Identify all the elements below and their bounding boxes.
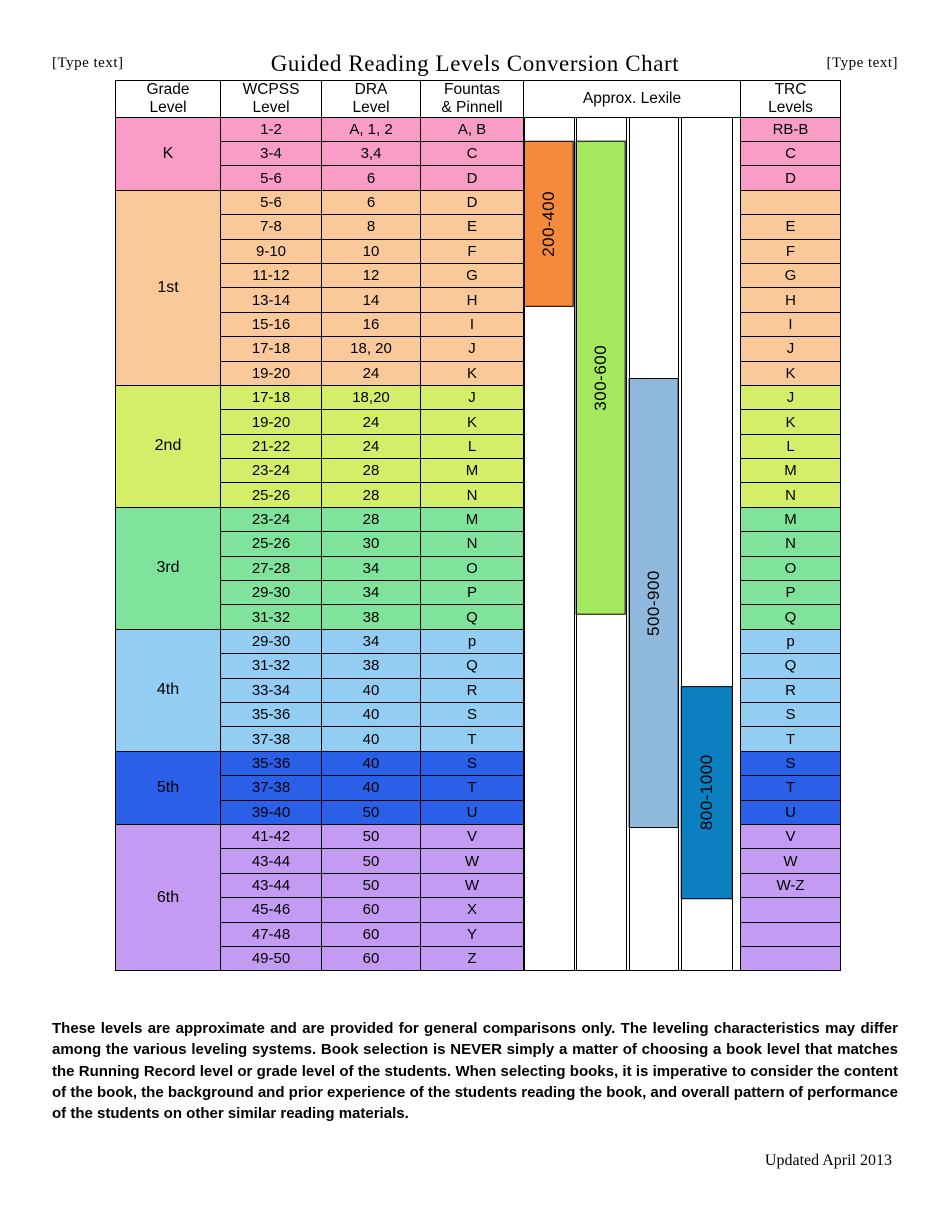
dra-cell: 34 xyxy=(322,556,421,580)
dra-cell: 40 xyxy=(322,703,421,727)
column-header-dra-line2: Level xyxy=(352,98,390,116)
wcpss-cell: 5-6 xyxy=(221,166,322,190)
wcpss-cell: 43-44 xyxy=(221,873,322,897)
fountas-pinnell-cell: A, B xyxy=(421,117,524,141)
lexile-chart-cell xyxy=(524,117,741,971)
wcpss-cell: 33-34 xyxy=(221,678,322,702)
trc-cell: Q xyxy=(741,605,841,629)
fountas-pinnell-cell: O xyxy=(421,556,524,580)
dra-cell: 40 xyxy=(322,727,421,751)
fountas-pinnell-cell: L xyxy=(421,434,524,458)
lexile-gridline xyxy=(574,118,575,971)
grade-cell: 5th xyxy=(116,751,221,824)
trc-cell: V xyxy=(741,824,841,848)
wcpss-cell: 31-32 xyxy=(221,605,322,629)
fountas-pinnell-cell: D xyxy=(421,190,524,214)
wcpss-cell: 25-26 xyxy=(221,483,322,507)
dra-cell: 30 xyxy=(322,532,421,556)
wcpss-cell: 11-12 xyxy=(221,263,322,287)
column-header-dra-line1: DRA xyxy=(354,81,388,98)
wcpss-cell: 19-20 xyxy=(221,410,322,434)
trc-cell: L xyxy=(741,434,841,458)
dra-cell: 24 xyxy=(322,410,421,434)
trc-cell xyxy=(741,190,841,214)
trc-cell: K xyxy=(741,410,841,434)
fountas-pinnell-cell: F xyxy=(421,239,524,263)
dra-cell: 3,4 xyxy=(322,142,421,166)
dra-cell: 12 xyxy=(322,263,421,287)
trc-cell: E xyxy=(741,215,841,239)
lexile-chart xyxy=(524,118,740,971)
column-header-wcpss-line1: WCPSS xyxy=(242,81,300,98)
wcpss-cell: 15-16 xyxy=(221,312,322,336)
wcpss-cell: 13-14 xyxy=(221,288,322,312)
lexile-gridline xyxy=(576,118,577,971)
trc-cell: T xyxy=(741,776,841,800)
dra-cell: 24 xyxy=(322,434,421,458)
column-header-grade xyxy=(116,81,221,118)
column-header-trc xyxy=(741,81,841,118)
trc-cell: J xyxy=(741,385,841,409)
trc-cell: J xyxy=(741,337,841,361)
trc-cell xyxy=(741,922,841,946)
table-header xyxy=(116,81,841,118)
lexile-gridline xyxy=(681,118,682,971)
wcpss-cell: 17-18 xyxy=(221,385,322,409)
fountas-pinnell-cell: U xyxy=(421,800,524,824)
wcpss-cell: 29-30 xyxy=(221,629,322,653)
column-header-wcpss-line2: Level xyxy=(252,98,290,116)
grade-cell: 2nd xyxy=(116,385,221,507)
wcpss-cell: 47-48 xyxy=(221,922,322,946)
fountas-pinnell-cell: H xyxy=(421,288,524,312)
lexile-gridline xyxy=(524,118,525,971)
dra-cell: 50 xyxy=(322,873,421,897)
header-left-placeholder: [Type text] xyxy=(52,55,124,71)
fountas-pinnell-cell: I xyxy=(421,312,524,336)
trc-cell xyxy=(741,946,841,970)
fountas-pinnell-cell: Z xyxy=(421,946,524,970)
wcpss-cell: 41-42 xyxy=(221,824,322,848)
grade-cell: K xyxy=(116,117,221,190)
fountas-pinnell-cell: Q xyxy=(421,605,524,629)
updated-date: Updated April 2013 xyxy=(764,1152,892,1169)
fountas-pinnell-cell: p xyxy=(421,629,524,653)
trc-cell: U xyxy=(741,800,841,824)
trc-cell: K xyxy=(741,361,841,385)
column-header-fountas-pinnell xyxy=(421,81,524,118)
fountas-pinnell-cell: V xyxy=(421,824,524,848)
trc-cell: W xyxy=(741,849,841,873)
wcpss-cell: 29-30 xyxy=(221,581,322,605)
trc-cell: I xyxy=(741,312,841,336)
wcpss-cell: 39-40 xyxy=(221,800,322,824)
trc-cell: M xyxy=(741,507,841,531)
dra-cell: 60 xyxy=(322,922,421,946)
fountas-pinnell-cell: K xyxy=(421,410,524,434)
wcpss-cell: 35-36 xyxy=(221,703,322,727)
lexile-band: 200-400 xyxy=(524,141,574,307)
fountas-pinnell-cell: T xyxy=(421,776,524,800)
grade-cell: 3rd xyxy=(116,507,221,629)
wcpss-cell: 23-24 xyxy=(221,507,322,531)
wcpss-cell: 45-46 xyxy=(221,898,322,922)
fountas-pinnell-cell: M xyxy=(421,459,524,483)
dra-cell: 18,20 xyxy=(322,385,421,409)
dra-cell: 24 xyxy=(322,361,421,385)
fountas-pinnell-cell: M xyxy=(421,507,524,531)
grade-cell: 1st xyxy=(116,190,221,385)
column-header-dra xyxy=(322,81,421,118)
trc-cell: G xyxy=(741,263,841,287)
dra-cell: 50 xyxy=(322,800,421,824)
dra-cell: 38 xyxy=(322,654,421,678)
levels-table xyxy=(115,80,841,971)
trc-cell: RB-B xyxy=(741,117,841,141)
trc-cell xyxy=(741,898,841,922)
document-header xyxy=(0,51,950,83)
fountas-pinnell-cell: N xyxy=(421,483,524,507)
lexile-gridline xyxy=(626,118,627,971)
fountas-pinnell-cell: R xyxy=(421,678,524,702)
column-header-wcpss xyxy=(221,81,322,118)
wcpss-cell: 31-32 xyxy=(221,654,322,678)
trc-cell: D xyxy=(741,166,841,190)
trc-cell: M xyxy=(741,459,841,483)
dra-cell: 60 xyxy=(322,946,421,970)
fountas-pinnell-cell: G xyxy=(421,263,524,287)
table-body xyxy=(116,117,841,971)
lexile-gridline xyxy=(629,118,630,971)
fountas-pinnell-cell: T xyxy=(421,727,524,751)
trc-cell: R xyxy=(741,678,841,702)
table-row xyxy=(116,117,841,141)
trc-cell: C xyxy=(741,142,841,166)
column-header-trc-line2: Levels xyxy=(768,98,813,116)
trc-cell: N xyxy=(741,532,841,556)
dra-cell: A, 1, 2 xyxy=(322,117,421,141)
column-header-trc-line1: TRC xyxy=(774,81,807,98)
trc-cell: p xyxy=(741,629,841,653)
fountas-pinnell-cell: N xyxy=(421,532,524,556)
wcpss-cell: 43-44 xyxy=(221,849,322,873)
lexile-band: 800-1000 xyxy=(681,686,733,899)
conversion-chart xyxy=(115,80,836,971)
wcpss-cell: 49-50 xyxy=(221,946,322,970)
wcpss-cell: 1-2 xyxy=(221,117,322,141)
fountas-pinnell-cell: C xyxy=(421,142,524,166)
dra-cell: 40 xyxy=(322,776,421,800)
wcpss-cell: 21-22 xyxy=(221,434,322,458)
column-header-fp-line1: Fountas xyxy=(443,81,500,98)
fountas-pinnell-cell: S xyxy=(421,751,524,775)
dra-cell: 16 xyxy=(322,312,421,336)
dra-cell: 50 xyxy=(322,824,421,848)
dra-cell: 28 xyxy=(322,507,421,531)
wcpss-cell: 25-26 xyxy=(221,532,322,556)
trc-cell: F xyxy=(741,239,841,263)
dra-cell: 6 xyxy=(322,166,421,190)
column-header-lexile xyxy=(524,81,741,118)
dra-cell: 38 xyxy=(322,605,421,629)
trc-cell: W-Z xyxy=(741,873,841,897)
wcpss-cell: 23-24 xyxy=(221,459,322,483)
dra-cell: 40 xyxy=(322,751,421,775)
dra-cell: 34 xyxy=(322,629,421,653)
column-header-fp-line2: & Pinnell xyxy=(441,98,503,116)
trc-cell: T xyxy=(741,727,841,751)
wcpss-cell: 19-20 xyxy=(221,361,322,385)
column-header-grade-line1: Grade xyxy=(146,81,190,98)
lexile-gridline xyxy=(732,118,733,971)
dra-cell: 6 xyxy=(322,190,421,214)
trc-cell: H xyxy=(741,288,841,312)
column-header-lexile-line1: Approx. Lexile xyxy=(582,89,682,107)
disclaimer-note: These levels are approximate and are provided for general comparisons only. The leveling characteristics may differ among the various leveling systems. Book selection is NEVER simply a matter of choosing a book level that matches the Running Record level or grade level of the students. When selecting books, it is imperative to consider the content of the book, the background and prior experience of the students reading the book, and overall pattern of performance of the students on other similar reading materials. xyxy=(52,1020,898,1123)
fountas-pinnell-cell: W xyxy=(421,849,524,873)
dra-cell: 40 xyxy=(322,678,421,702)
grade-cell: 6th xyxy=(116,824,221,970)
dra-cell: 28 xyxy=(322,459,421,483)
fountas-pinnell-cell: W xyxy=(421,873,524,897)
dra-cell: 60 xyxy=(322,898,421,922)
header-row xyxy=(116,81,841,118)
dra-cell: 18, 20 xyxy=(322,337,421,361)
fountas-pinnell-cell: S xyxy=(421,703,524,727)
dra-cell: 50 xyxy=(322,849,421,873)
trc-cell: P xyxy=(741,581,841,605)
dra-cell: 28 xyxy=(322,483,421,507)
lexile-band: 300-600 xyxy=(576,141,626,615)
wcpss-cell: 35-36 xyxy=(221,751,322,775)
wcpss-cell: 5-6 xyxy=(221,190,322,214)
wcpss-cell: 17-18 xyxy=(221,337,322,361)
dra-cell: 14 xyxy=(322,288,421,312)
dra-cell: 10 xyxy=(322,239,421,263)
trc-cell: N xyxy=(741,483,841,507)
trc-cell: O xyxy=(741,556,841,580)
fountas-pinnell-cell: D xyxy=(421,166,524,190)
wcpss-cell: 37-38 xyxy=(221,727,322,751)
fountas-pinnell-cell: X xyxy=(421,898,524,922)
trc-cell: S xyxy=(741,703,841,727)
column-header-grade-line2: Level xyxy=(149,98,187,116)
fountas-pinnell-cell: K xyxy=(421,361,524,385)
wcpss-cell: 9-10 xyxy=(221,239,322,263)
fountas-pinnell-cell: P xyxy=(421,581,524,605)
fountas-pinnell-cell: E xyxy=(421,215,524,239)
page-title: Guided Reading Levels Conversion Chart xyxy=(270,51,680,76)
fountas-pinnell-cell: J xyxy=(421,385,524,409)
wcpss-cell: 37-38 xyxy=(221,776,322,800)
trc-cell: Q xyxy=(741,654,841,678)
dra-cell: 34 xyxy=(322,581,421,605)
dra-cell: 8 xyxy=(322,215,421,239)
trc-cell: S xyxy=(741,751,841,775)
fountas-pinnell-cell: Q xyxy=(421,654,524,678)
wcpss-cell: 7-8 xyxy=(221,215,322,239)
wcpss-cell: 27-28 xyxy=(221,556,322,580)
lexile-gridline xyxy=(678,118,679,971)
fountas-pinnell-cell: Y xyxy=(421,922,524,946)
fountas-pinnell-cell: J xyxy=(421,337,524,361)
lexile-band: 500-900 xyxy=(629,378,679,828)
grade-cell: 4th xyxy=(116,629,221,751)
header-right-placeholder: [Type text] xyxy=(826,55,898,71)
wcpss-cell: 3-4 xyxy=(221,142,322,166)
